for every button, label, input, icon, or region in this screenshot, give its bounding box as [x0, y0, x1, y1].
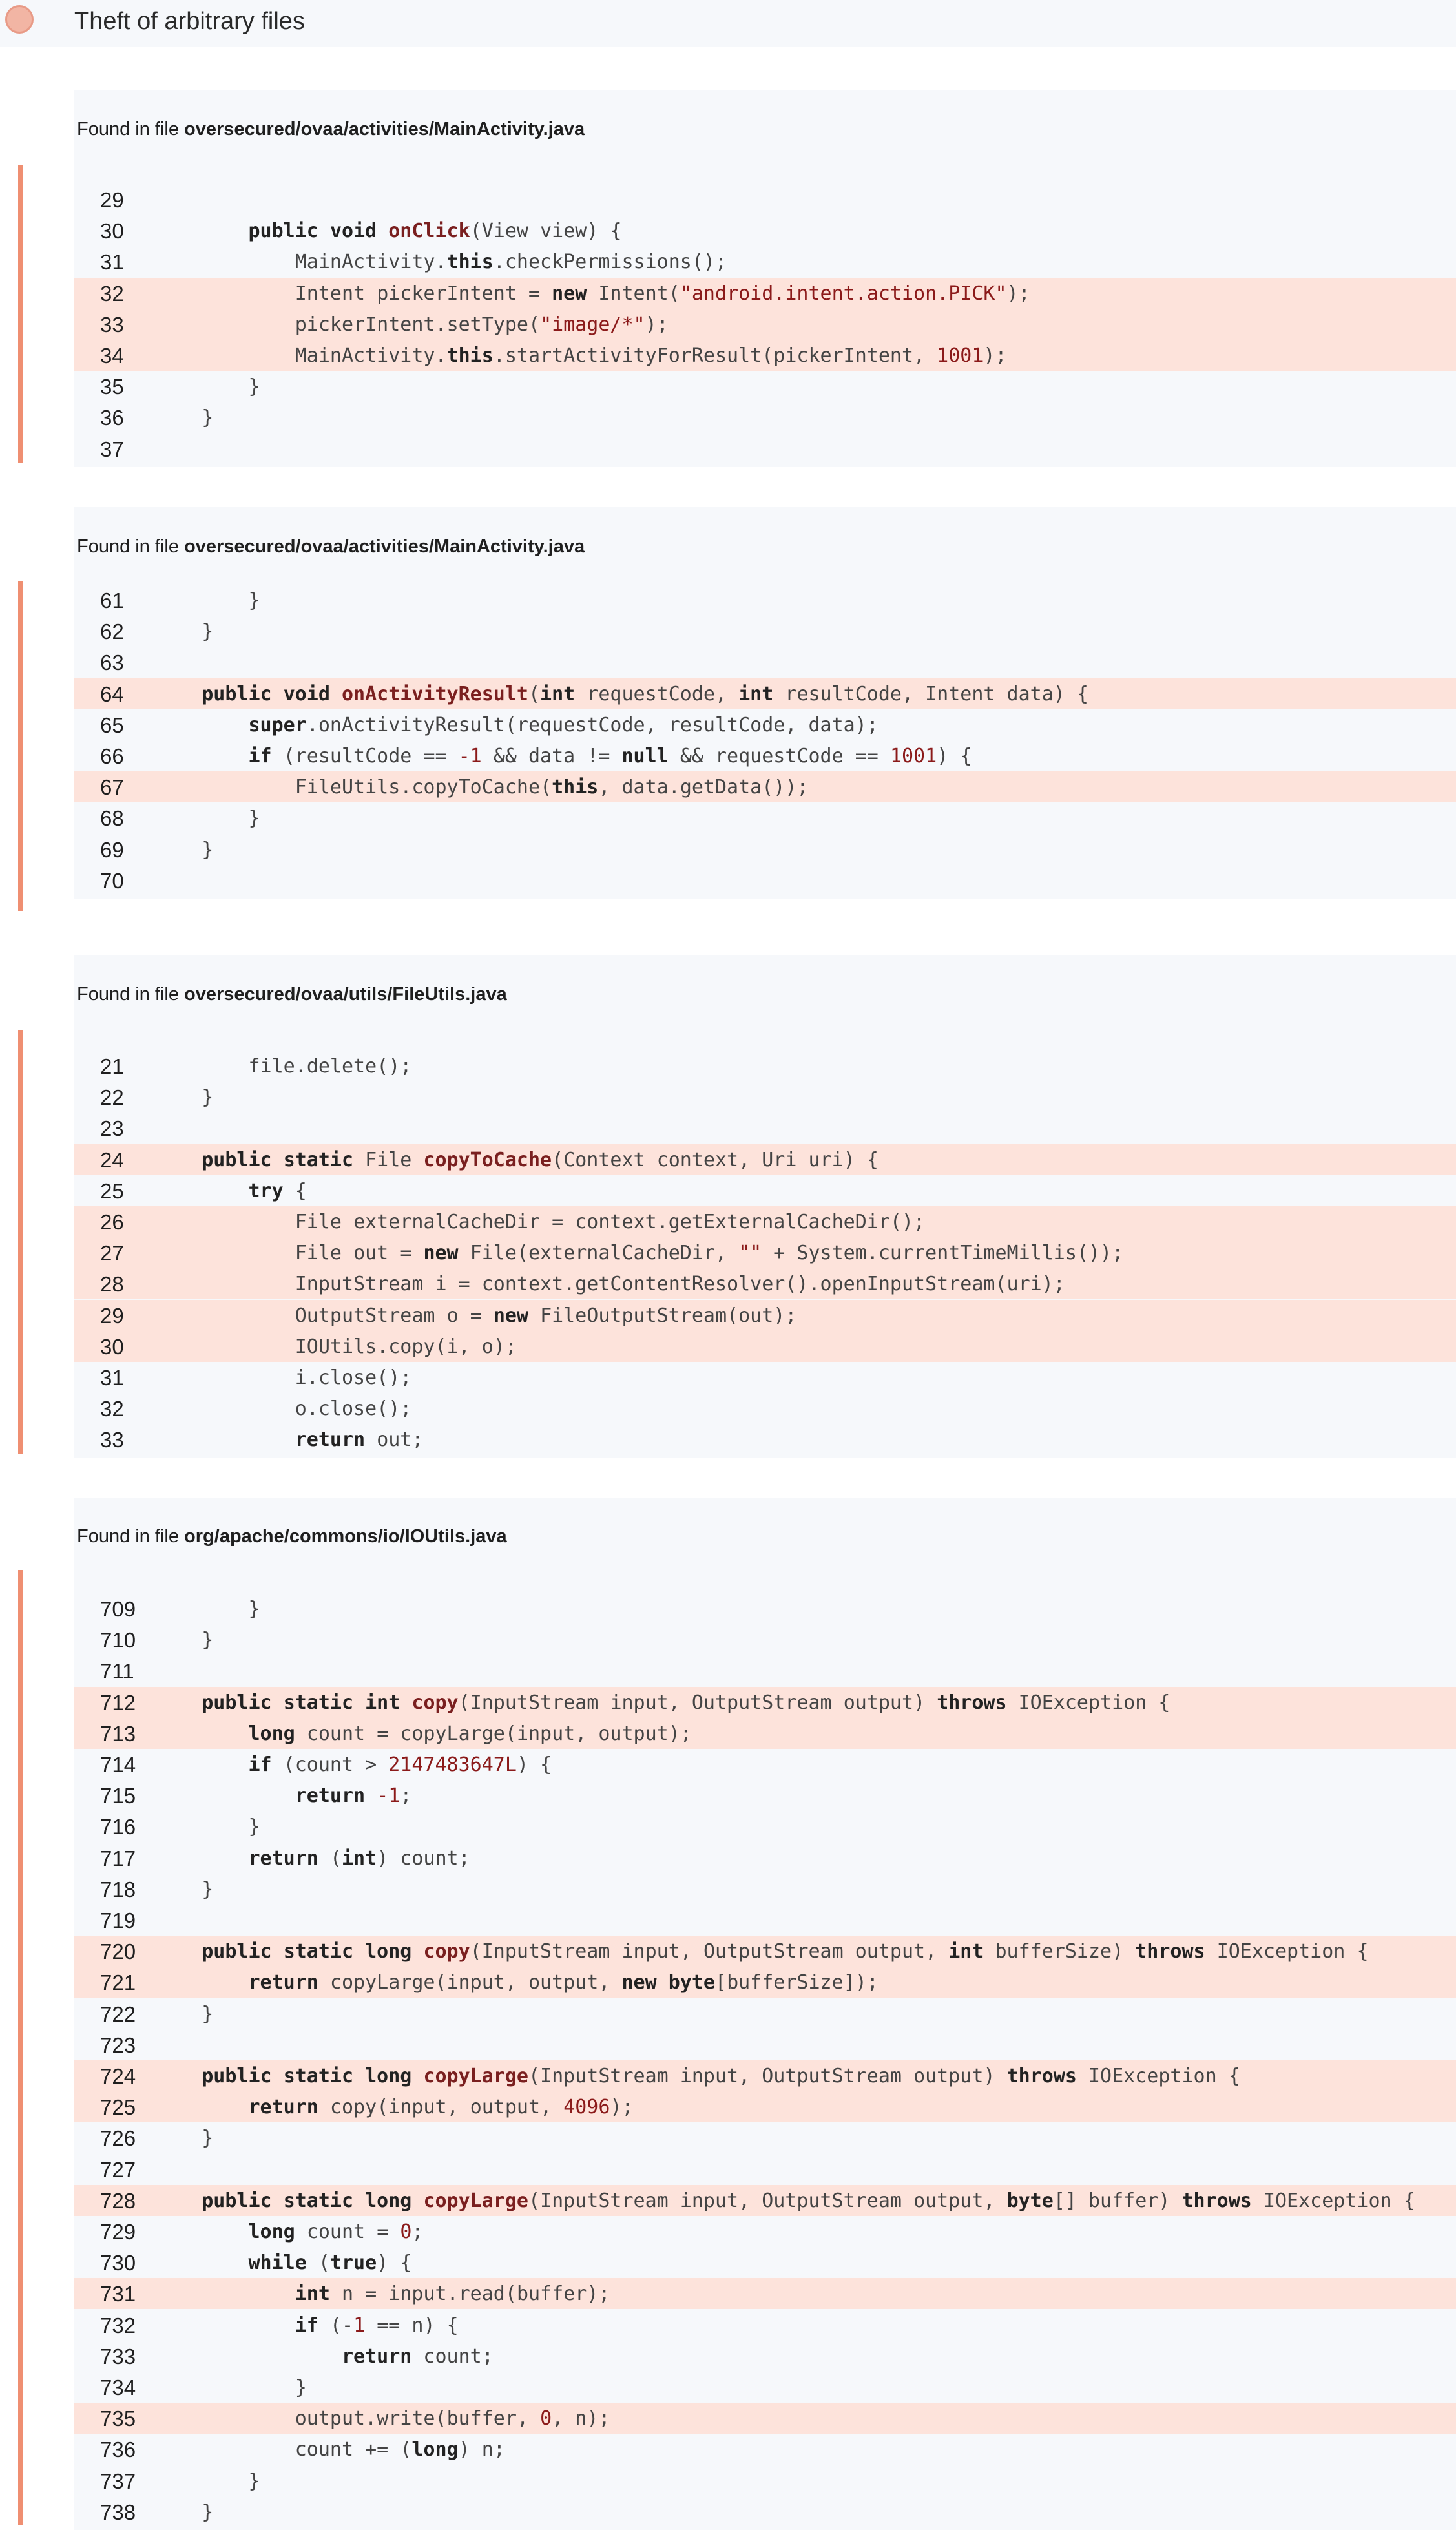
line-number: 68 — [100, 806, 124, 831]
line-number: 25 — [100, 1178, 124, 1203]
line-number: 31 — [100, 250, 124, 275]
finding-accent-bar — [18, 581, 23, 911]
code-text: } — [202, 2002, 214, 2025]
highlighted-code-line — [74, 340, 1456, 371]
line-number: 24 — [100, 1147, 124, 1172]
code-text: } — [202, 2127, 214, 2150]
file-path[interactable]: oversecured/ovaa/activities/MainActivity.java — [184, 119, 585, 140]
code-text: } — [248, 589, 260, 612]
highlighted-code-line — [74, 2091, 1456, 2122]
code-text: return -1; — [295, 1784, 412, 1808]
code-snippet — [74, 1051, 1456, 1458]
code-line — [74, 2122, 1456, 2153]
code-line — [74, 740, 1456, 771]
code-text: output.write(buffer, 0, n); — [295, 2407, 610, 2431]
code-line — [74, 1624, 1456, 1655]
code-text: return copy(input, output, 4096); — [248, 2096, 634, 2119]
code-line — [74, 1362, 1456, 1393]
code-line — [74, 1393, 1456, 1424]
code-line — [74, 1051, 1456, 1082]
code-text: return copyLarge(input, output, new byte[bufferSize]); — [248, 1971, 879, 1994]
line-number: 30 — [100, 1334, 124, 1359]
code-text: file.delete(); — [248, 1055, 412, 1078]
code-text: while (true) { — [248, 2252, 412, 2275]
code-line — [74, 1175, 1456, 1206]
code-text: } — [248, 1598, 260, 1620]
line-number: 63 — [100, 651, 124, 675]
line-number: 738 — [100, 2500, 136, 2524]
code-line — [74, 1998, 1456, 2029]
line-number: 718 — [100, 1877, 136, 1901]
line-number: 725 — [100, 2095, 136, 2120]
line-number: 736 — [100, 2438, 136, 2462]
code-line — [74, 1749, 1456, 1780]
highlighted-code-line — [74, 2403, 1456, 2434]
code-text: o.close(); — [295, 1397, 412, 1421]
code-text: count += (long) n; — [295, 2438, 505, 2462]
line-number: 723 — [100, 2033, 136, 2057]
code-text: IOUtils.copy(i, o); — [295, 1335, 517, 1358]
line-number: 33 — [100, 312, 124, 337]
line-number: 722 — [100, 2002, 136, 2026]
code-line — [74, 834, 1456, 865]
code-line — [74, 1843, 1456, 1874]
highlighted-code-line — [74, 278, 1456, 309]
code-line — [74, 2154, 1456, 2185]
code-line — [74, 2247, 1456, 2278]
file-path[interactable]: org/apache/commons/io/IOUtils.java — [184, 1526, 507, 1547]
line-number: 28 — [100, 1272, 124, 1297]
highlighted-code-line — [74, 771, 1456, 802]
code-line — [74, 1113, 1456, 1144]
code-text: try { — [248, 1179, 307, 1202]
highlighted-code-line — [74, 1967, 1456, 1998]
code-line — [74, 1905, 1456, 1936]
code-text: File externalCacheDir = context.getExternalCacheDir(); — [295, 1211, 926, 1233]
code-line — [74, 371, 1456, 402]
code-text: return (int) count; — [248, 1846, 470, 1870]
line-number: 728 — [100, 2188, 136, 2213]
found-prefix: Found in file — [77, 984, 185, 1005]
code-text: public static File copyToCache(Context context, Uri uri) { — [202, 1148, 879, 1171]
line-number: 712 — [100, 1690, 136, 1715]
code-line — [74, 184, 1456, 215]
code-text: if (resultCode == -1 && data != null && requestCode == 1001) { — [248, 745, 972, 768]
code-snippet — [74, 1593, 1456, 2530]
code-text: Intent pickerIntent = new Intent("android.intent.action.PICK"); — [295, 282, 1030, 305]
code-line — [74, 2372, 1456, 2403]
line-number: 62 — [100, 620, 124, 644]
line-number: 720 — [100, 1939, 136, 1964]
found-in-file-label — [77, 1526, 507, 1547]
code-text: if (count > 2147483647L) { — [248, 1753, 552, 1776]
found-in-file-label — [77, 984, 507, 1005]
code-text: public static long copy(InputStream input, OutputStream output, int bufferSize) throws IOException { — [202, 1940, 1369, 1963]
highlighted-code-line — [74, 1206, 1456, 1237]
line-number: 731 — [100, 2282, 136, 2306]
code-text: } — [202, 838, 214, 861]
code-line — [74, 2341, 1456, 2372]
line-number: 65 — [100, 713, 124, 737]
line-number: 27 — [100, 1241, 124, 1266]
code-text: i.close(); — [295, 1366, 412, 1389]
line-number: 70 — [100, 868, 124, 893]
line-number: 721 — [100, 1971, 136, 1995]
found-in-file-label — [77, 119, 585, 140]
line-number: 737 — [100, 2469, 136, 2493]
code-line — [74, 1593, 1456, 1624]
highlighted-code-line — [74, 2278, 1456, 2309]
line-number: 715 — [100, 1784, 136, 1808]
line-number: 30 — [100, 219, 124, 244]
code-text: } — [295, 2376, 307, 2399]
severity-indicator-icon — [5, 5, 34, 34]
line-number: 22 — [100, 1085, 124, 1110]
found-prefix: Found in file — [77, 536, 185, 557]
code-line — [74, 647, 1456, 678]
highlighted-code-line — [74, 309, 1456, 340]
line-number: 729 — [100, 2220, 136, 2244]
line-number: 36 — [100, 406, 124, 430]
code-text: return out; — [295, 1428, 424, 1452]
code-text: public void onClick(View view) { — [248, 220, 622, 243]
line-number: 713 — [100, 1721, 136, 1746]
code-text: FileUtils.copyToCache(this, data.getData()); — [295, 776, 809, 799]
code-text: public static int copy(InputStream input, OutputStream output) throws IOException { — [202, 1691, 1170, 1714]
highlighted-code-line — [74, 1936, 1456, 1967]
code-text: public static long copyLarge(InputStream input, OutputStream output) throws IOException { — [202, 2065, 1240, 2087]
code-snippet — [74, 585, 1456, 899]
highlighted-code-line — [74, 1237, 1456, 1268]
code-text: } — [202, 1086, 214, 1109]
code-text: } — [202, 620, 214, 643]
code-text: } — [248, 1815, 260, 1839]
code-line — [74, 2465, 1456, 2496]
line-number: 716 — [100, 1815, 136, 1839]
highlighted-code-line — [74, 1331, 1456, 1362]
line-number: 733 — [100, 2344, 136, 2368]
code-line — [74, 1082, 1456, 1113]
line-number: 31 — [100, 1366, 124, 1390]
code-text: super.onActivityResult(requestCode, resultCode, data); — [248, 713, 879, 737]
code-text: } — [202, 1629, 214, 1652]
issue-title: Theft of arbitrary files — [74, 8, 305, 35]
code-text: MainActivity.this.startActivityForResult(pickerIntent, 1001); — [295, 344, 1007, 367]
line-number: 717 — [100, 1846, 136, 1870]
highlighted-code-line — [74, 1718, 1456, 1749]
line-number: 66 — [100, 744, 124, 768]
code-text: pickerIntent.setType("image/*"); — [295, 313, 669, 336]
line-number: 61 — [100, 589, 124, 612]
code-line — [74, 2310, 1456, 2341]
found-prefix: Found in file — [77, 1526, 185, 1547]
line-number: 709 — [100, 1597, 136, 1621]
code-text: } — [202, 1877, 214, 1901]
highlighted-code-line — [74, 1300, 1456, 1331]
line-number: 726 — [100, 2126, 136, 2151]
code-text: long count = 0; — [248, 2221, 424, 2243]
code-text: public void onActivityResult(int requestCode, int resultCode, Intent data) { — [202, 682, 1088, 706]
line-number: 23 — [100, 1116, 124, 1141]
highlighted-code-line — [74, 2060, 1456, 2091]
code-line — [74, 434, 1456, 465]
line-number: 724 — [100, 2064, 136, 2088]
code-text: OutputStream o = new FileOutputStream(out); — [295, 1304, 797, 1327]
finding-accent-bar — [18, 1030, 23, 1454]
found-in-file-label — [77, 536, 585, 558]
line-number: 35 — [100, 375, 124, 399]
line-number: 719 — [100, 1908, 136, 1932]
line-number: 26 — [100, 1210, 124, 1234]
line-number: 34 — [100, 344, 124, 368]
code-text: public static long copyLarge(InputStream input, OutputStream output, byte[] buffer) throws IOException { — [202, 2189, 1415, 2212]
code-line — [74, 2434, 1456, 2465]
line-number: 32 — [100, 1397, 124, 1421]
code-text: } — [202, 406, 214, 430]
line-number: 29 — [100, 1303, 124, 1328]
line-number: 714 — [100, 1753, 136, 1777]
code-line — [74, 1780, 1456, 1811]
line-number: 711 — [100, 1659, 134, 1684]
code-text: } — [248, 807, 260, 830]
file-path[interactable]: oversecured/ovaa/utils/FileUtils.java — [184, 984, 507, 1005]
finding-accent-bar — [18, 1570, 23, 2525]
code-line — [74, 246, 1456, 277]
line-number: 67 — [100, 775, 124, 800]
code-line — [74, 585, 1456, 616]
line-number: 21 — [100, 1054, 124, 1078]
code-line — [74, 2216, 1456, 2247]
highlighted-code-line — [74, 678, 1456, 709]
code-text: if (-1 == n) { — [295, 2314, 459, 2337]
line-number: 730 — [100, 2251, 136, 2275]
code-line — [74, 865, 1456, 896]
code-text: } — [248, 2469, 260, 2493]
code-line — [74, 1811, 1456, 1842]
code-line — [74, 2029, 1456, 2060]
line-number: 33 — [100, 1428, 124, 1452]
line-number: 735 — [100, 2407, 136, 2431]
code-text: MainActivity.this.checkPermissions(); — [295, 251, 727, 274]
code-line — [74, 802, 1456, 833]
code-text: int n = input.read(buffer); — [295, 2283, 610, 2306]
code-text: File out = new File(externalCacheDir, "" + System.currentTimeMillis()); — [295, 1242, 1124, 1265]
line-number: 69 — [100, 837, 124, 862]
code-text: long count = copyLarge(input, output); — [248, 1722, 692, 1745]
code-snippet — [74, 184, 1456, 467]
code-line — [74, 2496, 1456, 2527]
file-path[interactable]: oversecured/ovaa/activities/MainActivity.java — [184, 536, 585, 557]
code-text: InputStream i = context.getContentResolver().openInputStream(uri); — [295, 1273, 1065, 1296]
code-text: return count; — [341, 2345, 494, 2368]
code-line — [74, 1874, 1456, 1905]
finding-accent-bar — [18, 165, 23, 463]
highlighted-code-line — [74, 1687, 1456, 1718]
code-text: } — [248, 375, 260, 399]
line-number: 64 — [100, 682, 124, 706]
code-line — [74, 709, 1456, 740]
found-prefix: Found in file — [77, 119, 185, 140]
code-line — [74, 402, 1456, 433]
highlighted-code-line — [74, 2185, 1456, 2216]
line-number: 32 — [100, 281, 124, 306]
line-number: 710 — [100, 1628, 136, 1653]
code-text: } — [202, 2500, 214, 2524]
code-line — [74, 215, 1456, 246]
highlighted-code-line — [74, 1144, 1456, 1175]
line-number: 29 — [100, 188, 124, 212]
highlighted-code-line — [74, 1268, 1456, 1299]
code-line — [74, 616, 1456, 647]
code-line — [74, 1424, 1456, 1455]
line-number: 37 — [100, 437, 124, 461]
line-number: 732 — [100, 2313, 136, 2337]
line-number: 727 — [100, 2157, 136, 2182]
line-number: 734 — [100, 2376, 136, 2399]
code-line — [74, 1655, 1456, 1686]
